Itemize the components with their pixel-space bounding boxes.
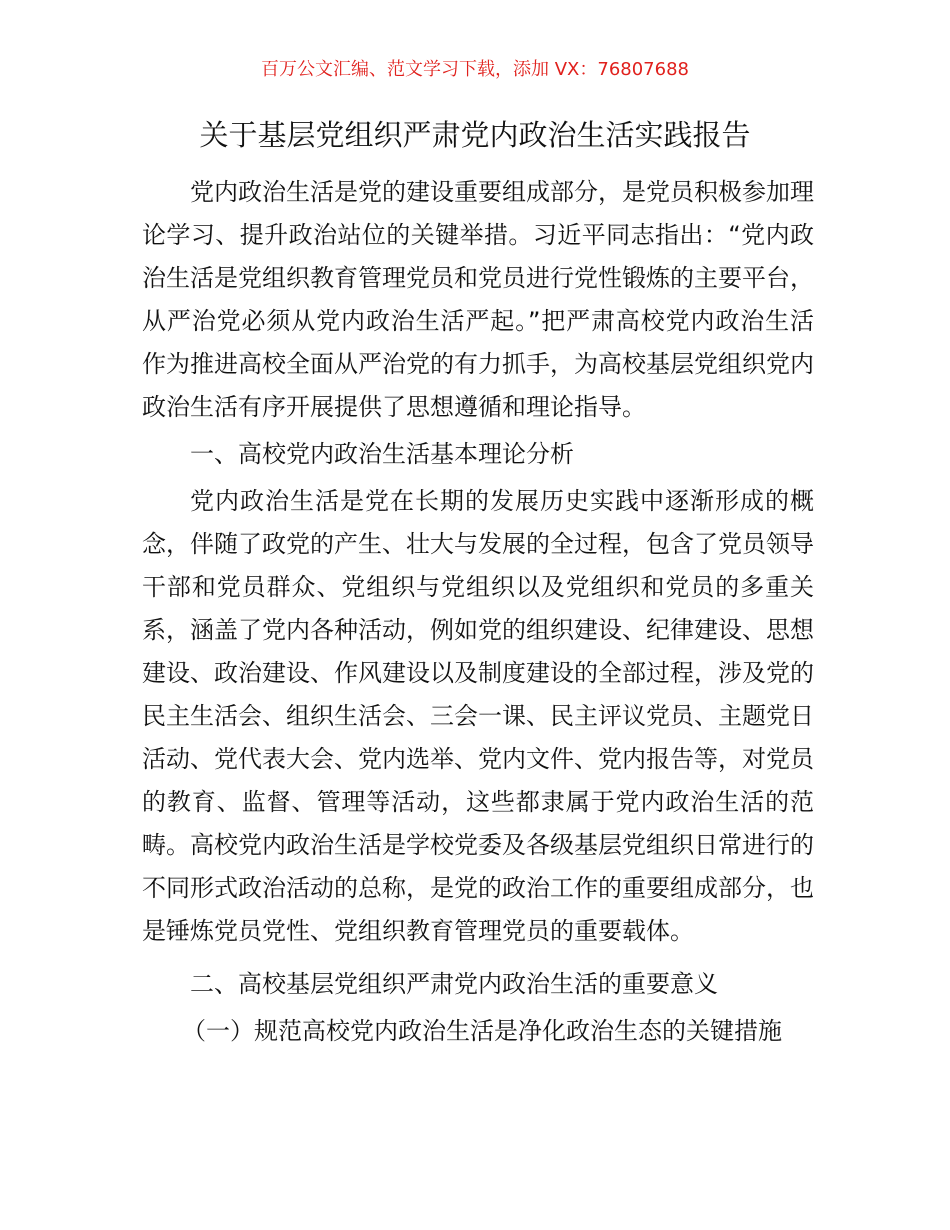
document-body <box>142 171 814 1053</box>
subsection-heading-1: （一）规范高校党内政治生活是净化政治生态的关键措施 <box>182 1017 782 1045</box>
body-paragraph: 党内政治生活是党在长期的发展历史实践中逐渐形成的概念，伴随了政党的产生、壮大与发展的全过程，包含了党员领导干部和党员群众、党组织与党组织以及党组织和党员的多重关系，涵盖了党内各种活动，例如党的组织建设、纪律建设、思想建设、政治建设、作风建设以及制度建设的全部过程，涉及党的民主生活会、组织生活会、三会一课、民主评议党员、主题党日活动、党代表大会、党内选举、党内文件、党内报告等，对党员的教育、监督、管理等活动，这些都隶属于党内政治生活的范畴。高校党内政治生活是学校党委及各级基层党组织日常进行的不同形式政治活动的总称，是党的政治工作的重要组成部分，也是锤炼党员党性、党组织教育管理党员的重要载体。 <box>142 487 814 945</box>
intro-paragraph: 党内政治生活是党的建设重要组成部分，是党员积极参加理论学习、提升政治站位的关键举措。习近平同志指出：“党内政治生活是党组织教育管理党员和党员进行党性锻炼的主要平台，从严治党必须从党内政治生活严起。”把严肃高校党内政治生活作为推进高校全面从严治党的有力抓手，为高校基层党组织党内政治生活有序开展提供了思想遵循和理论指导。 <box>142 178 814 421</box>
section-heading-1: 一、高校党内政治生活基本理论分析 <box>190 440 574 468</box>
header-promo-note: 百万公文汇编、范文学习下载，添加 VX：76807688 <box>261 59 689 80</box>
section-heading-2: 二、高校基层党组织严肃党内政治生活的重要意义 <box>190 970 718 998</box>
document-title: 关于基层党组织严肃党内政治生活实践报告 <box>199 118 751 152</box>
